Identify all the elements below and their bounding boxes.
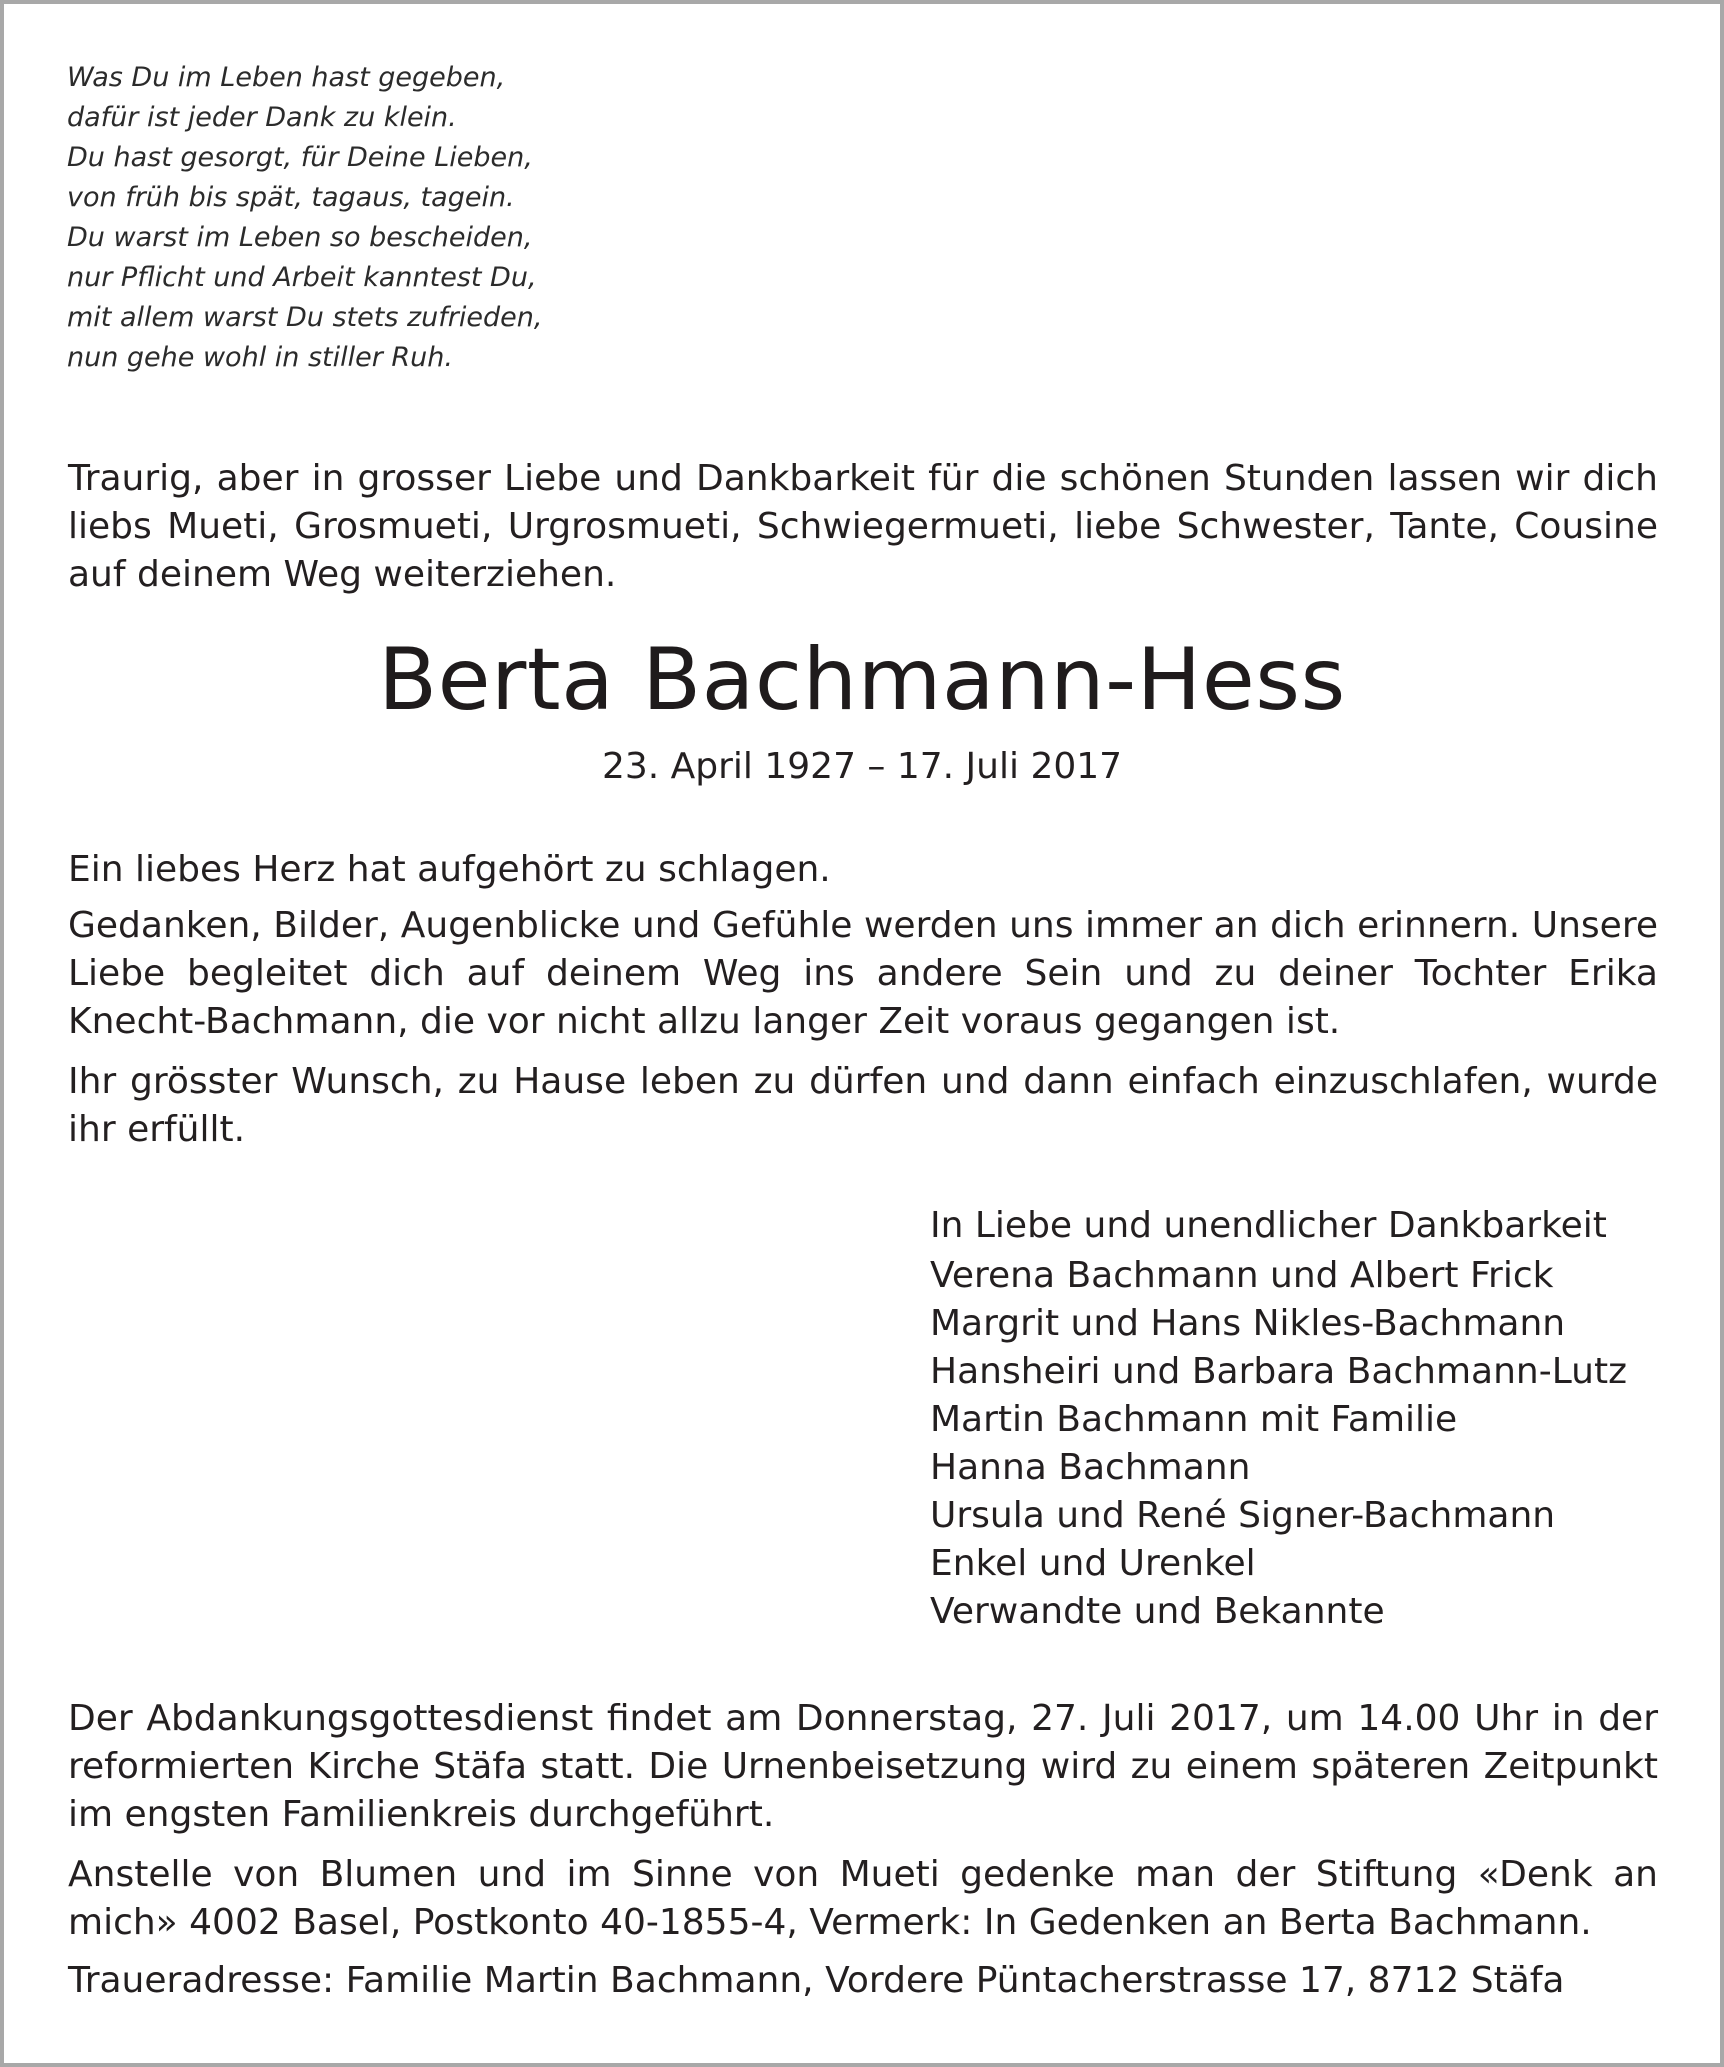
intro-paragraph: Traurig, aber in grosser Liebe und Dankbarkeit für die schönen Stunden lassen wir dich liebs Mueti, Grosmueti, Urgrosmueti, Schwiegermueti, liebe Schwester, Tante, Cousine auf deinem Weg weiterziehen.: [68, 458, 1658, 595]
memories-paragraph: Gedanken, Bilder, Augenblicke und Gefühle werden uns immer an dich erinnern. Unsere Liebe begleitet dich auf deinem Weg ins andere Sein und zu deiner Tochter Erika Knecht-Bachmann, die vor nicht allzu langer Zeit voraus gegangen ist.: [68, 905, 1658, 1042]
life-dates: 23. April 1927 – 17. Juli 2017: [601, 746, 1123, 787]
poem-line: nun gehe wohl in stiller Ruh.: [67, 342, 453, 373]
poem-line: nur Pflicht und Arbeit kanntest Du,: [67, 262, 537, 293]
poem-line: Was Du im Leben hast gegeben,: [67, 62, 506, 93]
poem-line: Du warst im Leben so bescheiden,: [67, 222, 533, 253]
mourner-name: Margrit und Hans Nikles-Bachmann: [930, 1303, 1566, 1344]
mourner-name: Hansheiri und Barbara Bachmann-Lutz: [930, 1351, 1627, 1392]
donation-paragraph: Anstelle von Blumen und im Sinne von Mueti gedenke man der Stiftung «Denk an mich» 4002 Basel, Postkonto 40-1855-4, Vermerk: In Gedenken an Berta Bachmann.: [68, 1854, 1658, 1943]
mourner-name: Verena Bachmann und Albert Frick: [930, 1255, 1554, 1296]
mourner-name: Enkel und Urenkel: [930, 1543, 1256, 1584]
poem-line: Du hast gesorgt, für Deine Lieben,: [67, 142, 533, 173]
mourners-heading: In Liebe und unendlicher Dankbarkeit: [930, 1205, 1607, 1246]
service-paragraph: Der Abdankungsgottesdienst findet am Donnerstag, 27. Juli 2017, um 14.00 Uhr in der reformierten Kirche Stäfa statt. Die Urnenbeisetzung wird zu einem späteren Zeitpunkt im engsten Familienkreis durchgeführt.: [68, 1698, 1658, 1835]
poem-line: dafür ist jeder Dank zu klein.: [67, 102, 457, 133]
heart-paragraph: Ein liebes Herz hat aufgehört zu schlagen.: [68, 849, 831, 890]
poem-line: von früh bis spät, tagaus, tagein.: [67, 182, 515, 213]
mourner-name: Verwandte und Bekannte: [930, 1591, 1385, 1632]
mourner-name: Martin Bachmann mit Familie: [930, 1399, 1458, 1440]
wish-paragraph: Ihr grösster Wunsch, zu Hause leben zu dürfen und dann einfach einzuschlafen, wurde ihr erfüllt.: [68, 1061, 1658, 1150]
mourning-address: Traueradresse: Familie Martin Bachmann, Vordere Püntacherstrasse 17, 8712 Stäfa: [68, 1960, 1565, 2001]
poem: [67, 58, 767, 378]
mourners-block: [930, 1202, 1650, 1636]
deceased-name: Berta Bachmann-Hess: [378, 630, 1346, 730]
mourners-list: [930, 1252, 1650, 1636]
mourner-name: Hanna Bachmann: [930, 1447, 1251, 1488]
poem-line: mit allem warst Du stets zufrieden,: [67, 302, 543, 333]
mourner-name: Ursula und René Signer-Bachmann: [930, 1495, 1556, 1536]
